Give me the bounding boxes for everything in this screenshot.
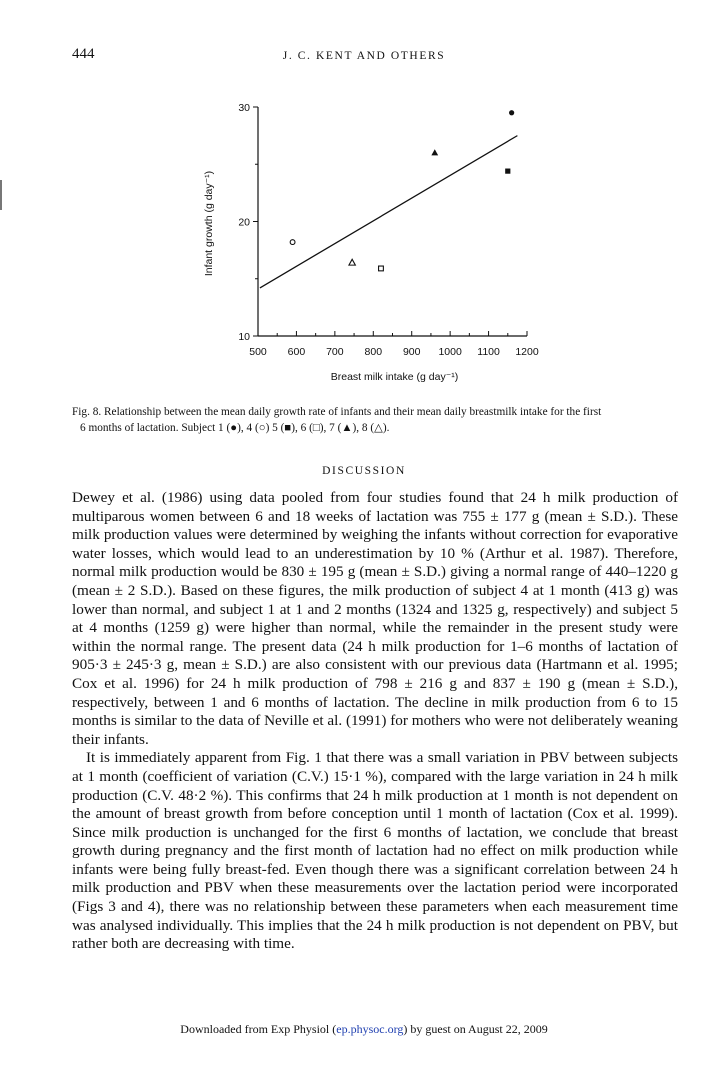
y-axis-label: Infant growth (g day⁻¹)	[203, 170, 215, 277]
figure-caption	[72, 404, 678, 436]
page-number: 444	[72, 46, 95, 62]
x-tick-label: 700	[326, 346, 344, 358]
x-tick-label: 500	[249, 346, 267, 358]
y-tick-label: 30	[238, 102, 250, 114]
x-tick-label: 1100	[477, 346, 500, 358]
x-tick-label: 800	[364, 346, 383, 358]
download-footer	[0, 1022, 728, 1037]
footer-suffix: ) by guest on August 22, 2009	[403, 1022, 548, 1036]
x-tick-label: 600	[287, 346, 306, 358]
y-tick-label: 10	[238, 331, 250, 343]
data-point-subject-5	[505, 169, 510, 174]
x-tick-label: 1000	[438, 346, 462, 358]
regression-line	[260, 136, 517, 288]
paragraph-1: Dewey et al. (1986) using data pooled from four studies found that 24 h milk production of multiparous women between 6 and 18 weeks of lactation was 755 ± 177 g (mean ± S.D.). These milk production values were determined by weighing the infants without correction for evaporative water losses, which would lead to an underestimation by 10 % (Arthur et al. 1987). Therefore, normal milk production would be 830 ± 195 g (mean ± S.D.) giving a normal range of 440–1220 g (mean ± 2 S.D.). Based on these figures, the milk production of subject 4 at 1 month (413 g) was lower than normal, and subject 1 at 1 and 2 months (1324 and 1325 g, respectively) and subject 5 at 4 months (1259 g) were higher than normal, while the remainder in the present study were within the normal range. The present data (24 h milk production for 1–6 months of lactation of 905·3 ± 245·3 g, mean ± S.D.) are also consistent with our previous data (Hartmann et al. 1995; Cox et al. 1996) for 24 h milk production of 798 ± 216 g and 837 ± 190 g (mean ± S.D.), respectively, between 1 and 6 months of lactation. The decline in milk production from 6 to 15 months is similar to the data of Neville et al. (1991) for mothers who were not deliberately weaning their infants.	[72, 489, 678, 748]
y-tick-label: 20	[238, 216, 250, 229]
figure-8-chart	[0, 0, 728, 400]
data-point-subject-8	[349, 259, 355, 265]
x-tick-label: 1200	[515, 346, 539, 358]
discussion-body	[72, 489, 678, 954]
x-axis-label: Breast milk intake (g day⁻¹)	[330, 371, 459, 383]
footer-link[interactable]: ep.physoc.org	[336, 1022, 404, 1036]
data-point-subject-4	[290, 240, 295, 245]
caption-line-1: Fig. 8. Relationship between the mean daily growth rate of infants and their mean daily breastmilk intake for the first	[72, 406, 602, 418]
data-point-subject-1	[509, 110, 514, 115]
data-point-subject-6	[379, 266, 384, 271]
section-heading-discussion: DISCUSSION	[322, 465, 406, 477]
caption-line-2: 6 months of lactation. Subject 1 (●), 4 (○) 5 (■), 6 (□), 7 (▲), 8 (△).	[80, 422, 390, 434]
running-head: J. C. KENT AND OTHERS	[282, 50, 446, 62]
data-point-subject-7	[431, 149, 438, 155]
footer-prefix: Downloaded from Exp Physiol (	[180, 1022, 337, 1036]
x-tick-label: 900	[402, 346, 421, 358]
paragraph-2: It is immediately apparent from Fig. 1 that there was a small variation in PBV between subjects at 1 month (coefficient of variation (C.V.) 15·1 %), compared with the large variation in 24 h milk production (C.V. 48·2 %). This confirms that 24 h milk production at 1 month is not dependent on the amount of breast growth from before conception until 1 month of lactation (Cox et al. 1999). Since milk production is unchanged for the first 6 months of lactation, we conclude that breast growth during pregnancy and the first month of lactation had no effect on milk production while infants were being fully breast-fed. Even though there was a significant correlation between 24 h milk production and PBV when these measurements over the lactation period were incorporated (Figs 3 and 4), there was no relationship between these parameters when each measurement time was analysed individually. This implies that the 24 h milk production is not dependent on PBV, but rather both are decreasing with time.	[72, 749, 678, 953]
